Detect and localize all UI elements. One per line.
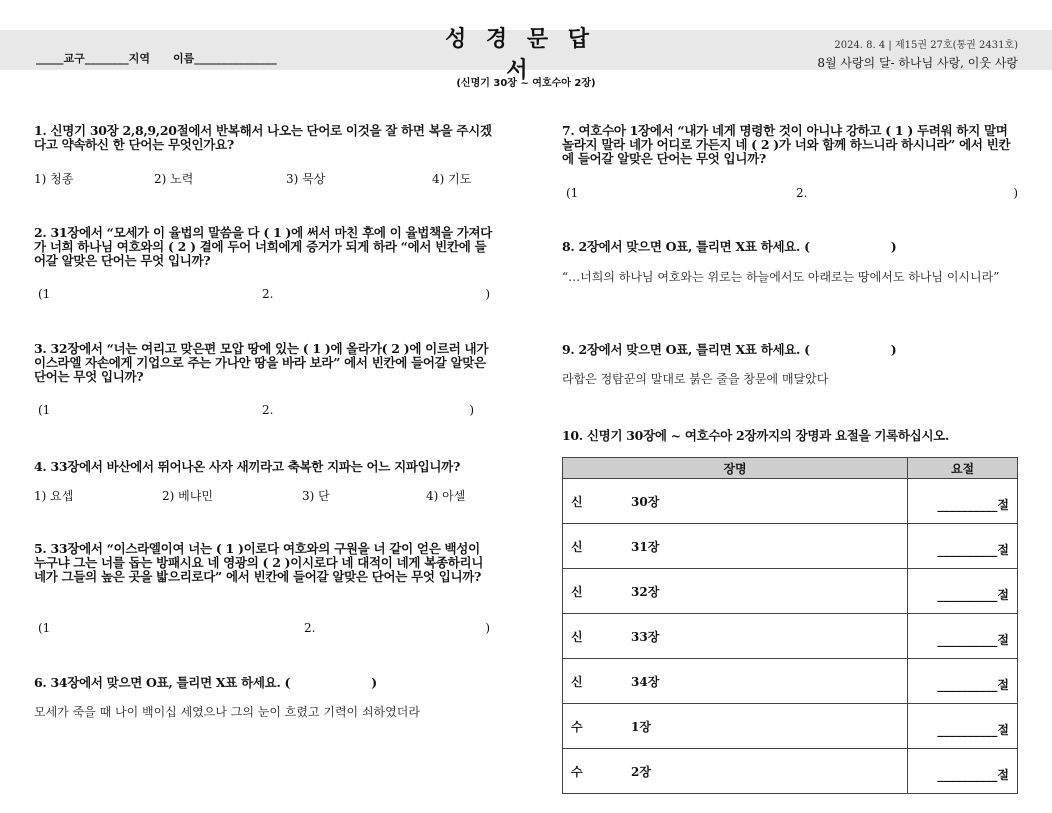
- monthly-theme: 8월 사랑의 달- 하나님 사랑, 이웃 사랑: [817, 56, 1018, 70]
- chapter-label: 30장: [631, 494, 660, 509]
- choice[interactable]: 3) 묵상: [286, 172, 326, 186]
- verse-blank[interactable]: __________절: [908, 704, 1018, 749]
- table-row: [563, 614, 1018, 659]
- column-header-chapter: 장명: [563, 458, 908, 479]
- choice[interactable]: 4) 아셀: [426, 489, 466, 503]
- chapter-label: 34장: [631, 674, 660, 689]
- verse-blank[interactable]: __________절: [908, 569, 1018, 614]
- verse-blank[interactable]: __________절: [908, 749, 1018, 794]
- question-6: 6. 34장에서 맞으면 O표, 틀리면 X표 하세요. ( ): [34, 675, 377, 690]
- table-row: [563, 704, 1018, 749]
- chapter-verse-table: [562, 457, 1018, 794]
- question-1: 1. 신명기 30장 2,8,9,20절에서 반복해서 나오는 단어로 이것을 잘 하면 복을 주시겠다고 약속하신 한 단어는 무엇인가요?: [34, 123, 492, 152]
- chapter-cell: [563, 569, 908, 614]
- chapter-label: 32장: [631, 584, 660, 599]
- chapter-cell: [563, 659, 908, 704]
- question-2-answer-blank[interactable]: (1 2. ): [38, 287, 490, 301]
- question-7: 7. 여호수아 1장에서 “내가 네게 명령한 것이 아니냐 강하고 ( 1 ) 두려워 하지 말며 놀라지 말라 네가 어디로 가든지 네 ( 2 )가 너와 함께 하느니라 하시니라” 에서 빈칸에 들어갈 알맞은 단어는 무엇 입니까?: [562, 123, 1011, 166]
- book-abbrev: 수: [571, 764, 583, 779]
- question-8: 8. 2장에서 맞으면 O표, 틀리면 X표 하세요. ( ): [562, 239, 897, 254]
- choice[interactable]: 4) 기도: [432, 172, 472, 186]
- question-8-statement: “…너희의 하나님 여호와는 위로는 하늘에서도 아래로는 땅에서도 하나님 이시니라”: [562, 270, 1000, 284]
- table-row: [563, 749, 1018, 794]
- book-abbrev: 신: [571, 584, 583, 599]
- table-row: [563, 524, 1018, 569]
- chapter-cell: [563, 524, 908, 569]
- question-9-statement: 라합은 정탐꾼의 말대로 붉은 줄을 창문에 매달았다: [562, 372, 829, 386]
- issue-date: 2024. 8. 4 | 제15권 27호(통권 2431호): [834, 40, 1018, 51]
- book-abbrev: 신: [571, 494, 583, 509]
- book-abbrev: 신: [571, 629, 583, 644]
- table-row: [563, 479, 1018, 524]
- chapter-cell: [563, 749, 908, 794]
- chapter-label: 33장: [631, 629, 660, 644]
- choice[interactable]: 3) 단: [302, 489, 330, 503]
- chapter-cell: [563, 704, 908, 749]
- question-3-answer-blank[interactable]: (1 2. ): [38, 403, 474, 417]
- name-fill-line: _____교구________지역 이름_______________: [36, 52, 277, 65]
- verse-blank[interactable]: __________절: [908, 614, 1018, 659]
- verse-blank[interactable]: __________절: [908, 479, 1018, 524]
- chapter-cell: [563, 479, 908, 524]
- question-5-answer-blank[interactable]: (1 2. ): [38, 621, 490, 635]
- question-3: 3. 32장에서 “너는 여리고 맞은편 모압 땅에 있는 ( 1 )에 올라가( 2 )에 이르러 내가 이스라엘 자손에게 기업으로 주는 가나안 땅을 바라 보라” 에서 빈칸에 들어갈 알맞은 단어는 무엇 입니까?: [34, 341, 489, 384]
- chapter-label: 2장: [631, 764, 651, 779]
- question-10: 10. 신명기 30장에 ~ 여호수아 2장까지의 장명과 요절을 기록하십시오.: [562, 428, 950, 443]
- book-abbrev: 신: [571, 674, 583, 689]
- book-abbrev: 수: [571, 719, 583, 734]
- question-1-choices: [34, 170, 471, 187]
- book-abbrev: 신: [571, 539, 583, 554]
- question-7-answer-blank[interactable]: (1 2. ): [566, 186, 1018, 200]
- page-title: 성 경 문 답 서: [445, 27, 595, 83]
- question-4-choices: [34, 487, 465, 504]
- table-row: [563, 569, 1018, 614]
- scripture-range: (신명기 30장 ~ 여호수아 2장): [456, 78, 596, 89]
- verse-blank[interactable]: __________절: [908, 659, 1018, 704]
- question-2: 2. 31장에서 “모세가 이 율법의 말씀을 다 ( 1 )에 써서 마친 후에 이 율법책을 가져다가 너희 하나님 여호와의 ( 2 ) 곁에 두어 너희에게 증거가 되게 하라 “에서 빈칸에 들어갈 알맞은 단어는 무엇 입니까?: [34, 225, 493, 268]
- chapter-label: 31장: [631, 539, 660, 554]
- chapter-cell: [563, 614, 908, 659]
- question-9: 9. 2장에서 맞으면 O표, 틀리면 X표 하세요. ( ): [562, 342, 897, 357]
- question-6-statement: 모세가 죽을 때 나이 백이십 세였으나 그의 눈이 흐렸고 기력이 쇠하였더라: [34, 705, 420, 719]
- chapter-label: 1장: [631, 719, 651, 734]
- column-header-verse: 요절: [908, 458, 1018, 479]
- table-row: [563, 659, 1018, 704]
- choice[interactable]: 1) 요셉: [34, 489, 74, 503]
- choice[interactable]: 2) 베냐민: [162, 489, 213, 503]
- verse-blank[interactable]: __________절: [908, 524, 1018, 569]
- choice[interactable]: 1) 청종: [34, 172, 74, 186]
- question-5: 5. 33장에서 “이스라엘이여 너는 ( 1 )이로다 여호와의 구원을 너 같이 얻은 백성이 누구냐 그는 너를 돕는 방패시요 네 영광의 ( 2 )이시로다 네 대적이 네게 복종하리니 네가 그들의 높은 곳을 밟으리로다” 에서 빈칸에 들어갈 알맞은 단어는 무엇 입니까?: [34, 541, 484, 584]
- question-4: 4. 33장에서 바산에서 뛰어나온 사자 새끼라고 축복한 지파는 어느 지파입니까?: [34, 459, 460, 474]
- choice[interactable]: 2) 노력: [154, 172, 194, 186]
